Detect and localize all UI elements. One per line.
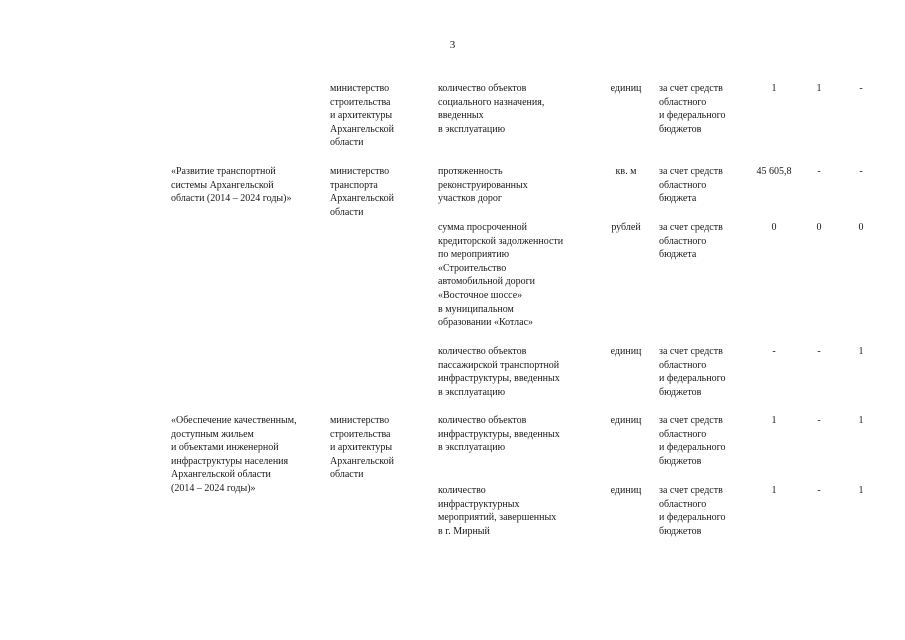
page-number: 3	[449, 39, 456, 51]
row-6-unit: единиц	[610, 485, 642, 496]
row-3-value-3: 0	[858, 222, 864, 233]
row-2-value-2: -	[817, 166, 821, 177]
row-4-unit: единиц	[610, 346, 642, 357]
row-1-source: за счет средств областного и федерального бюджетов	[659, 83, 726, 135]
row-6-value-2: -	[817, 485, 821, 496]
row-3-value-2: 0	[816, 222, 822, 233]
row-2-value-3: -	[859, 166, 863, 177]
row-1-ministry: министерство строительства и архитектуры Архангельской области	[330, 83, 394, 149]
row-6-indicator: количество инфраструктурных мероприятий, завершенных в г. Мирный	[438, 485, 557, 537]
row-1-unit: единиц	[610, 83, 642, 94]
row-6-value-3: 1	[858, 485, 864, 496]
row-6-source: за счет средств областного и федерального бюджетов	[659, 485, 726, 537]
row-5-value-1: 1	[771, 415, 777, 426]
row-3-indicator: сумма просроченной кредиторской задолженности по мероприятию «Строительство автомобильной дороги «Восточное шоссе» в муниципальном образовании «Котлас»	[438, 222, 564, 329]
row-5-value-3: 1	[858, 415, 864, 426]
row-6-value-1: 1	[771, 485, 777, 496]
row-2-ministry: министерство транспорта Архангельской области	[330, 166, 394, 218]
row-4-value-1: -	[772, 346, 776, 357]
row-2-program: «Развитие транспортной системы Архангельской области (2014 – 2024 годы)»	[171, 166, 292, 205]
row-3-unit: рублей	[611, 222, 641, 233]
row-5-value-2: -	[817, 415, 821, 426]
row-4-value-2: -	[817, 346, 821, 357]
row-5-unit: единиц	[610, 415, 642, 426]
row-5-indicator: количество объектов инфраструктуры, введенных в эксплуатацию	[438, 415, 560, 454]
row-3-value-1: 0	[771, 222, 777, 233]
row-4-indicator: количество объектов пассажирской транспортной инфраструктуры, введенных в эксплуатацию	[438, 346, 560, 398]
row-1-value-1: 1	[771, 83, 777, 94]
row-4-source: за счет средств областного и федерального бюджетов	[659, 346, 726, 398]
row-2-unit: кв. м	[615, 166, 637, 177]
row-2-value-1: 45 605,8	[756, 166, 792, 177]
row-5-ministry: министерство строительства и архитектуры Архангельской области	[330, 415, 394, 481]
row-4-value-3: 1	[858, 346, 864, 357]
row-2-indicator: протяженность реконструированных участков дорог	[438, 166, 528, 205]
row-5-program: «Обеспечение качественным, доступным жильем и объектами инженерной инфраструктуры населения Архангельской области (2014 – 2024 годы)»	[171, 415, 297, 494]
row-2-source: за счет средств областного бюджета	[659, 166, 723, 205]
row-1-indicator: количество объектов социального назначения, введенных в эксплуатацию	[438, 83, 545, 135]
row-1-value-3: -	[859, 83, 863, 94]
row-3-source: за счет средств областного бюджета	[659, 222, 723, 261]
row-5-source: за счет средств областного и федерального бюджетов	[659, 415, 726, 467]
row-1-value-2: 1	[816, 83, 822, 94]
